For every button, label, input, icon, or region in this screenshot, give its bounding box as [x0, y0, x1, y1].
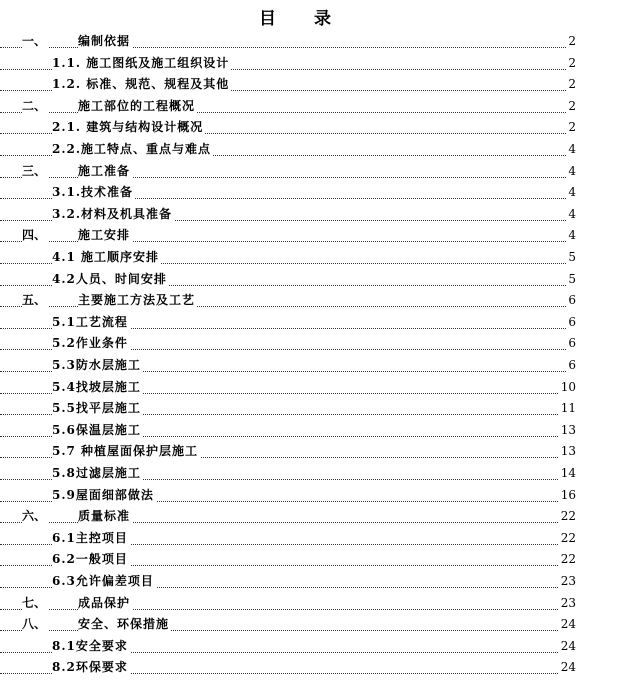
toc-entry-number: 一、 — [22, 31, 48, 51]
toc-entry-page: 2 — [566, 117, 576, 137]
toc-entry-title: 5.3防水层施工 — [52, 355, 143, 375]
toc-entry-page: 23 — [559, 593, 576, 613]
toc-entry-page: 23 — [559, 571, 576, 591]
toc-entry-page: 5 — [566, 269, 576, 289]
toc-entry-page: 13 — [559, 420, 576, 440]
toc-entry-page: 6 — [566, 355, 576, 375]
toc-entry[interactable] — [0, 528, 630, 548]
toc-entry[interactable] — [0, 312, 630, 332]
toc-entry-page: 24 — [559, 657, 576, 677]
toc-entry[interactable] — [0, 225, 630, 245]
toc-entry[interactable] — [0, 53, 630, 73]
toc-entry-number: 八、 — [22, 614, 48, 634]
toc-entry-number: 七、 — [22, 593, 48, 613]
toc-entry-page: 6 — [566, 290, 576, 310]
toc-entry[interactable] — [0, 506, 630, 526]
toc-entry[interactable] — [0, 31, 630, 51]
toc-entry-title: 4.1 施工顺序安排 — [52, 247, 161, 267]
toc-entry-page: 4 — [566, 225, 576, 245]
toc-entry-title: 施工安排 — [78, 225, 132, 245]
toc-entry-number: 三、 — [22, 161, 48, 181]
toc-entry-page: 14 — [559, 463, 576, 483]
toc-entry-title: 5.8过滤层施工 — [52, 463, 143, 483]
toc-entry-page: 2 — [566, 96, 576, 116]
toc-entry[interactable] — [0, 593, 630, 613]
toc-entry-page: 22 — [559, 506, 576, 526]
toc-entry-page: 22 — [559, 528, 576, 548]
toc-entry-title: 6.3允许偏差项目 — [52, 571, 156, 591]
toc-entry-title: 1.2. 标准、规范、规程及其他 — [52, 74, 231, 94]
toc-entry-page: 24 — [559, 614, 576, 634]
toc-entry-page: 16 — [559, 485, 576, 505]
toc-entry-title: 6.2一般项目 — [52, 549, 130, 569]
toc-entry-title: 质量标准 — [78, 506, 132, 526]
toc-entry-number: 五、 — [22, 290, 48, 310]
toc-entry-title: 2.2.施工特点、重点与难点 — [52, 139, 213, 159]
toc-entry-title: 2.1. 建筑与结构设计概况 — [52, 117, 205, 137]
toc-entry[interactable] — [0, 355, 630, 375]
toc-entry-title: 5.6保温层施工 — [52, 420, 143, 440]
toc-entry-page: 4 — [566, 139, 576, 159]
toc-entry-page: 6 — [566, 333, 576, 353]
toc-entry[interactable] — [0, 441, 630, 461]
toc-entry[interactable] — [0, 463, 630, 483]
toc-entry[interactable] — [0, 182, 630, 202]
page-title: 目 录 — [259, 9, 347, 29]
toc-entry-page: 11 — [559, 398, 576, 418]
toc-entry-number: 六、 — [22, 506, 48, 526]
toc-entry-title: 1.1. 施工图纸及施工组织设计 — [52, 53, 231, 73]
toc-entry[interactable] — [0, 657, 630, 677]
toc-entry[interactable] — [0, 549, 630, 569]
toc-entry-page: 24 — [559, 636, 576, 656]
toc-entry-title: 8.2环保要求 — [52, 657, 130, 677]
toc-entry-title: 4.2人员、时间安排 — [52, 269, 169, 289]
toc-entry-page: 22 — [559, 549, 576, 569]
toc-entry[interactable] — [0, 117, 630, 137]
toc-entry-title: 5.1工艺流程 — [52, 312, 130, 332]
toc-entry-page: 13 — [559, 441, 576, 461]
toc-entry-page: 5 — [566, 247, 576, 267]
toc-entry-title: 3.1.技术准备 — [52, 182, 135, 202]
toc-entry-title: 5.7 种植屋面保护层施工 — [52, 441, 200, 461]
toc-entry[interactable] — [0, 485, 630, 505]
toc-entry[interactable] — [0, 269, 630, 289]
toc-entry-page: 4 — [566, 161, 576, 181]
toc-entry[interactable] — [0, 636, 630, 656]
toc-entry-page: 10 — [559, 377, 576, 397]
toc-entry[interactable] — [0, 247, 630, 267]
toc-entry-title: 5.4找坡层施工 — [52, 377, 143, 397]
toc-entry-title: 5.5找平层施工 — [52, 398, 143, 418]
toc-entry-page: 2 — [566, 53, 576, 73]
toc-entry[interactable] — [0, 398, 630, 418]
toc-entry-page: 2 — [566, 74, 576, 94]
toc-entry-page: 2 — [566, 31, 576, 51]
toc-entry[interactable] — [0, 377, 630, 397]
toc-entry-number: 二、 — [22, 96, 48, 116]
toc-entry-title: 8.1安全要求 — [52, 636, 130, 656]
toc-entry-title: 成品保护 — [78, 593, 132, 613]
toc-entry[interactable] — [0, 420, 630, 440]
toc-entry[interactable] — [0, 204, 630, 224]
toc-entry[interactable] — [0, 161, 630, 181]
toc-entry[interactable] — [0, 290, 630, 310]
toc-entry-page: 4 — [566, 182, 576, 202]
toc-entry-title: 3.2.材料及机具准备 — [52, 204, 174, 224]
toc-entry[interactable] — [0, 139, 630, 159]
toc-entry[interactable] — [0, 74, 630, 94]
toc-entry-title: 主要施工方法及工艺 — [78, 290, 197, 310]
toc-entry[interactable] — [0, 96, 630, 116]
toc-entry-title: 5.2作业条件 — [52, 333, 130, 353]
toc-entry-title: 施工准备 — [78, 161, 132, 181]
toc-entry-title: 编制依据 — [78, 31, 132, 51]
toc-entry-title: 6.1主控项目 — [52, 528, 130, 548]
toc-entry[interactable] — [0, 333, 630, 353]
toc-entry[interactable] — [0, 614, 630, 634]
toc-entry[interactable] — [0, 571, 630, 591]
toc-entry-page: 6 — [566, 312, 576, 332]
toc-entry-title: 5.9屋面细部做法 — [52, 485, 156, 505]
toc-entry-page: 4 — [566, 204, 576, 224]
toc-entry-title: 施工部位的工程概况 — [78, 96, 197, 116]
toc-entry-number: 四、 — [22, 225, 48, 245]
toc-entry-title: 安全、环保措施 — [78, 614, 171, 634]
